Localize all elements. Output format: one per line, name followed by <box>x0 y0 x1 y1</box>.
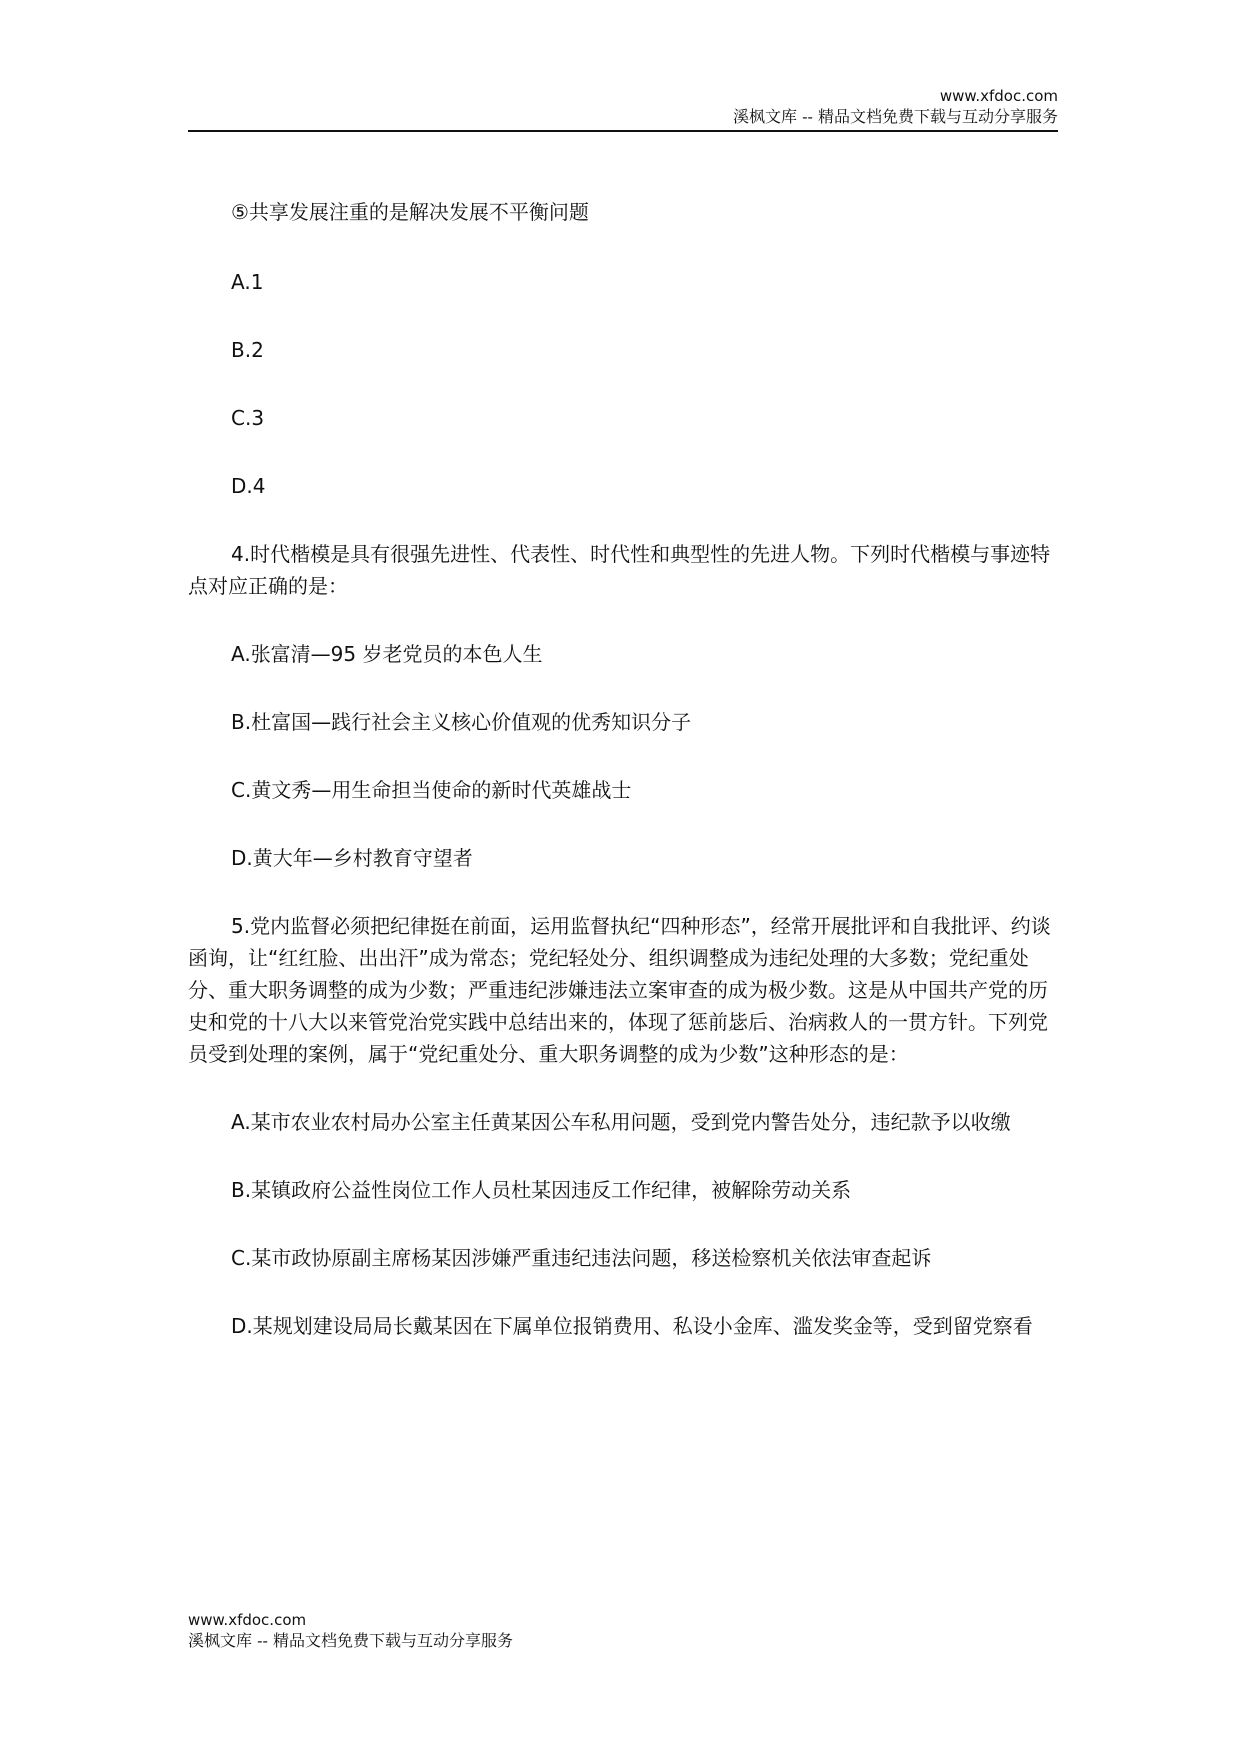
page-footer <box>188 1610 788 1652</box>
q5-option-a: A.某市农业农村局办公室主任黄某因公车私用问题，受到党内警告处分，违纪款予以收缴 <box>231 1110 1011 1134</box>
footer-url: www.xfdoc.com <box>188 1611 307 1629</box>
question-4: 4.时代楷模是具有很强先进性、代表性、时代性和典型性的先进人物。下列时代楷模与事迹特点对应正确的是： <box>188 542 1051 598</box>
paragraph-statement-5: ⑤共享发展注重的是解决发展不平衡问题 <box>231 200 589 224</box>
q3-option-b: B.2 <box>231 338 264 362</box>
q4-option-c: C.黄文秀—用生命担当使命的新时代英雄战士 <box>231 778 632 802</box>
q5-option-d: D.某规划建设局局长戴某因在下属单位报销费用、私设小金库、滥发奖金等，受到留党察看 <box>231 1314 1033 1338</box>
header-tagline: 溪枫文库 -- 精品文档免费下载与互动分享服务 <box>733 107 1058 126</box>
q3-option-d: D.4 <box>231 474 266 498</box>
q3-option-c: C.3 <box>231 406 265 430</box>
q5-option-c: C.某市政协原副主席杨某因涉嫌严重违纪违法问题，移送检察机关依法审查起诉 <box>231 1246 932 1270</box>
q3-option-a: A.1 <box>231 270 264 294</box>
question-5: 5.党内监督必须把纪律挺在前面，运用监督执纪“四种形态”，经常开展批评和自我批评、约谈函询，让“红红脸、出出汗”成为常态；党纪轻处分、组织调整成为违纪处理的大多数；党纪重处分、重大职务调整的成为少数；严重违纪涉嫌违法立案审查的成为极少数。这是从中国共产党的历史和党的十八大以来管党治党实践中总结出来的，体现了惩前毖后、治病救人的一贯方针。下列党员受到处理的案例，属于“党纪重处分、重大职务调整的成为少数”这种形态的是： <box>188 914 1051 1066</box>
q4-option-a: A.张富清—95 岁老党员的本色人生 <box>231 642 543 666</box>
q5-option-b: B.某镇政府公益性岗位工作人员杜某因违反工作纪律，被解除劳动关系 <box>231 1178 852 1202</box>
q4-option-d: D.黄大年—乡村教育守望者 <box>231 846 473 870</box>
q4-option-b: B.杜富国—践行社会主义核心价值观的优秀知识分子 <box>231 710 692 734</box>
page-header <box>188 86 1058 128</box>
footer-tagline: 溪枫文库 -- 精品文档免费下载与互动分享服务 <box>188 1631 513 1650</box>
header-url: www.xfdoc.com <box>939 87 1058 105</box>
header-divider <box>188 130 1058 132</box>
document-body <box>188 196 1058 1342</box>
